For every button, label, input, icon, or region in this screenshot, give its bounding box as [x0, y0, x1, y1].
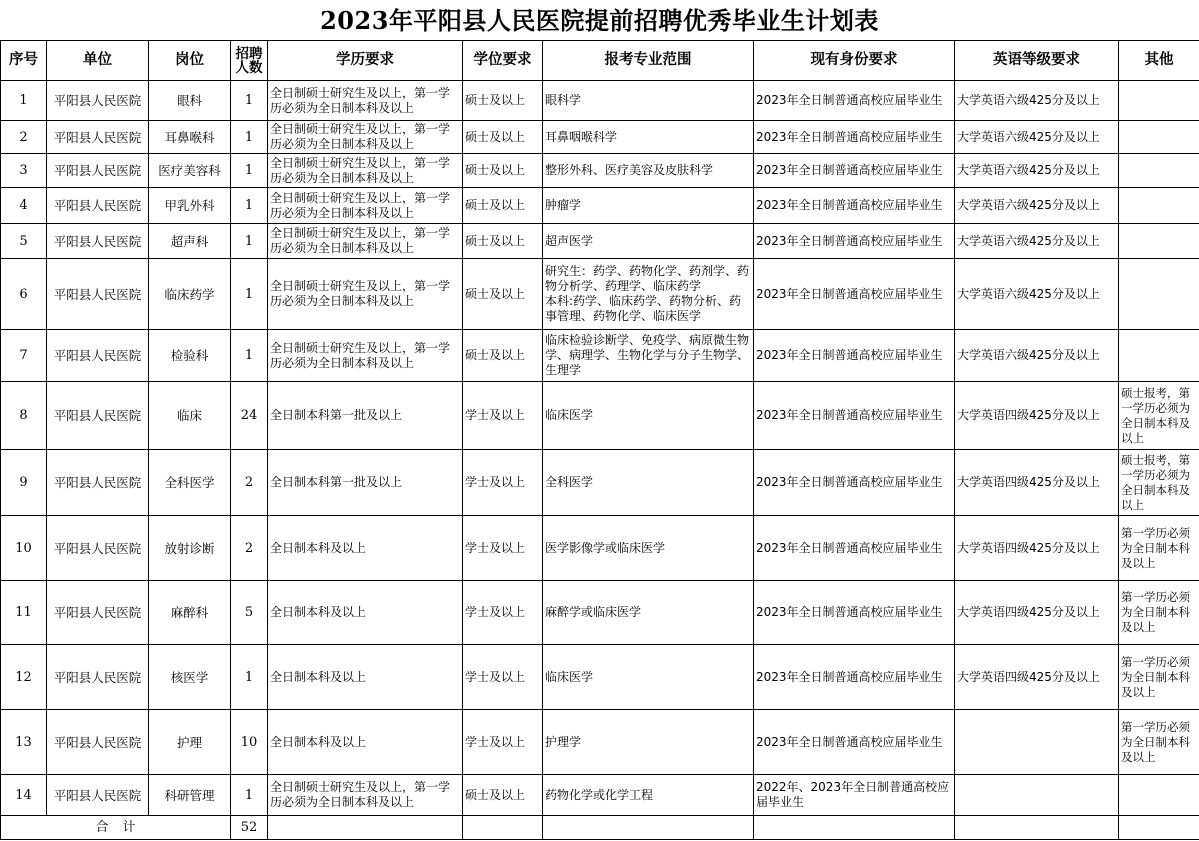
cell-education: 全日制硕士研究生及以上，第一学历必须为全日制本科及以上	[268, 330, 463, 382]
cell-unit: 平阳县人民医院	[47, 450, 149, 516]
cell-other: 硕士报考，第一学历必须为全日制本科及以上	[1119, 450, 1199, 516]
cell-english: 大学英语四级425分及以上	[955, 516, 1119, 581]
cell-unit: 平阳县人民医院	[47, 188, 149, 224]
cell-unit: 平阳县人民医院	[47, 775, 149, 816]
total-count: 52	[231, 816, 268, 840]
total-empty-cell	[754, 816, 955, 840]
cell-other	[1119, 330, 1199, 382]
cell-education: 全日制本科及以上	[268, 645, 463, 710]
cell-index: 3	[1, 154, 47, 188]
cell-index: 14	[1, 775, 47, 816]
cell-unit: 平阳县人民医院	[47, 710, 149, 775]
cell-degree: 学士及以上	[463, 382, 543, 450]
cell-english	[955, 775, 1119, 816]
cell-unit: 平阳县人民医院	[47, 224, 149, 259]
header-row	[1, 41, 1199, 81]
cell-status: 2023年全日制普通高校应届毕业生	[754, 121, 955, 154]
cell-education: 全日制硕士研究生及以上，第一学历必须为全日制本科及以上	[268, 188, 463, 224]
cell-other	[1119, 259, 1199, 330]
cell-english: 大学英语六级425分及以上	[955, 330, 1119, 382]
cell-unit: 平阳县人民医院	[47, 382, 149, 450]
cell-other	[1119, 188, 1199, 224]
cell-post: 医疗美容科	[149, 154, 231, 188]
cell-index: 8	[1, 382, 47, 450]
cell-post: 核医学	[149, 645, 231, 710]
cell-count: 1	[231, 645, 268, 710]
cell-post: 临床药学	[149, 259, 231, 330]
cell-unit: 平阳县人民医院	[47, 154, 149, 188]
cell-count: 1	[231, 188, 268, 224]
cell-other	[1119, 81, 1199, 121]
table-row	[1, 81, 1199, 121]
header-status: 现有身份要求	[754, 41, 955, 81]
cell-post: 全科医学	[149, 450, 231, 516]
cell-education: 全日制硕士研究生及以上，第一学历必须为全日制本科及以上	[268, 775, 463, 816]
cell-count: 10	[231, 710, 268, 775]
cell-degree: 学士及以上	[463, 645, 543, 710]
table-row	[1, 710, 1199, 775]
table-row	[1, 516, 1199, 581]
cell-education: 全日制本科第一批及以上	[268, 450, 463, 516]
header-post: 岗位	[149, 41, 231, 81]
total-empty-cell	[268, 816, 463, 840]
table-row	[1, 259, 1199, 330]
cell-major: 临床医学	[543, 382, 754, 450]
cell-degree: 硕士及以上	[463, 188, 543, 224]
cell-degree: 硕士及以上	[463, 81, 543, 121]
cell-other	[1119, 224, 1199, 259]
cell-status: 2023年全日制普通高校应届毕业生	[754, 81, 955, 121]
total-empty-cell	[543, 816, 754, 840]
cell-other	[1119, 154, 1199, 188]
cell-education: 全日制本科及以上	[268, 581, 463, 645]
cell-education: 全日制硕士研究生及以上，第一学历必须为全日制本科及以上	[268, 224, 463, 259]
table-row	[1, 581, 1199, 645]
cell-count: 1	[231, 330, 268, 382]
cell-unit: 平阳县人民医院	[47, 516, 149, 581]
header-count: 招聘人数	[231, 41, 268, 81]
header-major: 报考专业范围	[543, 41, 754, 81]
cell-count: 1	[231, 154, 268, 188]
cell-count: 5	[231, 581, 268, 645]
cell-english: 大学英语六级425分及以上	[955, 259, 1119, 330]
cell-education: 全日制本科及以上	[268, 710, 463, 775]
cell-index: 10	[1, 516, 47, 581]
cell-other	[1119, 775, 1199, 816]
cell-major: 麻醉学或临床医学	[543, 581, 754, 645]
table-row	[1, 450, 1199, 516]
cell-index: 7	[1, 330, 47, 382]
cell-degree: 硕士及以上	[463, 775, 543, 816]
cell-status: 2023年全日制普通高校应届毕业生	[754, 645, 955, 710]
cell-index: 12	[1, 645, 47, 710]
cell-major: 眼科学	[543, 81, 754, 121]
table-row	[1, 775, 1199, 816]
total-row	[1, 816, 1199, 840]
cell-index: 11	[1, 581, 47, 645]
cell-education: 全日制本科第一批及以上	[268, 382, 463, 450]
cell-post: 耳鼻喉科	[149, 121, 231, 154]
cell-status: 2023年全日制普通高校应届毕业生	[754, 259, 955, 330]
cell-degree: 学士及以上	[463, 710, 543, 775]
cell-post: 科研管理	[149, 775, 231, 816]
cell-other: 第一学历必须为全日制本科及以上	[1119, 710, 1199, 775]
cell-major: 超声医学	[543, 224, 754, 259]
cell-major: 药物化学或化学工程	[543, 775, 754, 816]
cell-other: 第一学历必须为全日制本科及以上	[1119, 516, 1199, 581]
cell-post: 放射诊断	[149, 516, 231, 581]
cell-english: 大学英语四级425分及以上	[955, 645, 1119, 710]
cell-english: 大学英语四级425分及以上	[955, 450, 1119, 516]
cell-education: 全日制硕士研究生及以上，第一学历必须为全日制本科及以上	[268, 259, 463, 330]
cell-degree: 硕士及以上	[463, 259, 543, 330]
cell-degree: 学士及以上	[463, 516, 543, 581]
cell-english: 大学英语六级425分及以上	[955, 188, 1119, 224]
cell-count: 1	[231, 259, 268, 330]
table-row	[1, 188, 1199, 224]
cell-degree: 学士及以上	[463, 581, 543, 645]
header-degree: 学位要求	[463, 41, 543, 81]
cell-status: 2023年全日制普通高校应届毕业生	[754, 450, 955, 516]
cell-count: 2	[231, 516, 268, 581]
recruitment-table	[0, 40, 1199, 840]
cell-major: 全科医学	[543, 450, 754, 516]
header-index: 序号	[1, 41, 47, 81]
cell-unit: 平阳县人民医院	[47, 121, 149, 154]
cell-english: 大学英语六级425分及以上	[955, 81, 1119, 121]
header-other: 其他	[1119, 41, 1199, 81]
cell-post: 检验科	[149, 330, 231, 382]
cell-english: 大学英语六级425分及以上	[955, 121, 1119, 154]
total-empty-cell	[1119, 816, 1199, 840]
page-title: 2023年平阳县人民医院提前招聘优秀毕业生计划表	[320, 6, 879, 35]
cell-degree: 硕士及以上	[463, 154, 543, 188]
cell-index: 6	[1, 259, 47, 330]
cell-status: 2022年、2023年全日制普通高校应届毕业生	[754, 775, 955, 816]
header-unit: 单位	[47, 41, 149, 81]
cell-index: 9	[1, 450, 47, 516]
cell-degree: 硕士及以上	[463, 224, 543, 259]
cell-post: 眼科	[149, 81, 231, 121]
cell-unit: 平阳县人民医院	[47, 259, 149, 330]
cell-status: 2023年全日制普通高校应届毕业生	[754, 224, 955, 259]
cell-degree: 硕士及以上	[463, 330, 543, 382]
cell-count: 1	[231, 224, 268, 259]
header-education: 学历要求	[268, 41, 463, 81]
cell-status: 2023年全日制普通高校应届毕业生	[754, 154, 955, 188]
cell-count: 1	[231, 81, 268, 121]
cell-other	[1119, 121, 1199, 154]
cell-status: 2023年全日制普通高校应届毕业生	[754, 516, 955, 581]
total-label: 合计	[1, 816, 231, 840]
cell-post: 甲乳外科	[149, 188, 231, 224]
cell-count: 24	[231, 382, 268, 450]
cell-unit: 平阳县人民医院	[47, 81, 149, 121]
cell-education: 全日制本科及以上	[268, 516, 463, 581]
cell-major: 耳鼻咽喉科学	[543, 121, 754, 154]
cell-degree: 学士及以上	[463, 450, 543, 516]
table-row	[1, 224, 1199, 259]
cell-major: 护理学	[543, 710, 754, 775]
table-row	[1, 330, 1199, 382]
cell-status: 2023年全日制普通高校应届毕业生	[754, 710, 955, 775]
cell-count: 2	[231, 450, 268, 516]
cell-index: 1	[1, 81, 47, 121]
table-row	[1, 382, 1199, 450]
cell-education: 全日制硕士研究生及以上，第一学历必须为全日制本科及以上	[268, 81, 463, 121]
cell-english: 大学英语六级425分及以上	[955, 154, 1119, 188]
cell-major: 临床医学	[543, 645, 754, 710]
table-body	[1, 81, 1199, 816]
cell-english: 大学英语四级425分及以上	[955, 382, 1119, 450]
cell-other: 第一学历必须为全日制本科及以上	[1119, 645, 1199, 710]
cell-status: 2023年全日制普通高校应届毕业生	[754, 581, 955, 645]
cell-english	[955, 710, 1119, 775]
cell-major: 研究生：药学、药物化学、药剂学、药物分析学、药理学、临床药学 本科:药学、临床药学、药物分析、药事管理、药物化学、临床医学	[543, 259, 754, 330]
cell-count: 1	[231, 121, 268, 154]
cell-unit: 平阳县人民医院	[47, 581, 149, 645]
header-english: 英语等级要求	[955, 41, 1119, 81]
table-row	[1, 154, 1199, 188]
table-row	[1, 645, 1199, 710]
cell-index: 13	[1, 710, 47, 775]
cell-unit: 平阳县人民医院	[47, 645, 149, 710]
cell-post: 超声科	[149, 224, 231, 259]
cell-index: 5	[1, 224, 47, 259]
cell-status: 2023年全日制普通高校应届毕业生	[754, 330, 955, 382]
cell-index: 4	[1, 188, 47, 224]
total-empty-cell	[463, 816, 543, 840]
cell-english: 大学英语六级425分及以上	[955, 224, 1119, 259]
cell-major: 临床检验诊断学、免疫学、病原微生物学、病理学、生物化学与分子生物学、生理学	[543, 330, 754, 382]
cell-education: 全日制硕士研究生及以上，第一学历必须为全日制本科及以上	[268, 121, 463, 154]
cell-status: 2023年全日制普通高校应届毕业生	[754, 382, 955, 450]
total-empty-cell	[955, 816, 1119, 840]
cell-index: 2	[1, 121, 47, 154]
cell-english: 大学英语四级425分及以上	[955, 581, 1119, 645]
cell-status: 2023年全日制普通高校应届毕业生	[754, 188, 955, 224]
cell-post: 护理	[149, 710, 231, 775]
cell-major: 肿瘤学	[543, 188, 754, 224]
cell-count: 1	[231, 775, 268, 816]
cell-degree: 硕士及以上	[463, 121, 543, 154]
cell-major: 医学影像学或临床医学	[543, 516, 754, 581]
cell-other: 硕士报考，第一学历必须为全日制本科及以上	[1119, 382, 1199, 450]
cell-other: 第一学历必须为全日制本科及以上	[1119, 581, 1199, 645]
cell-post: 临床	[149, 382, 231, 450]
cell-major: 整形外科、医疗美容及皮肤科学	[543, 154, 754, 188]
table-row	[1, 121, 1199, 154]
cell-education: 全日制硕士研究生及以上，第一学历必须为全日制本科及以上	[268, 154, 463, 188]
cell-unit: 平阳县人民医院	[47, 330, 149, 382]
cell-post: 麻醉科	[149, 581, 231, 645]
